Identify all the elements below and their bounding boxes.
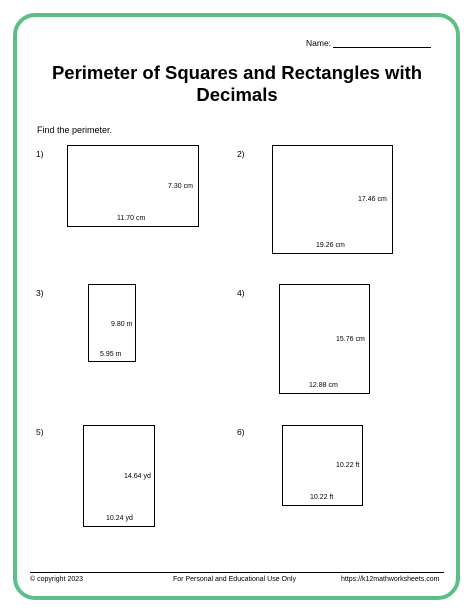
width-label: 10.22 ft <box>310 494 334 501</box>
width-label: 11.70 cm <box>117 215 146 222</box>
title-line-2: Decimals <box>196 84 278 105</box>
height-label: 15.76 cm <box>336 336 365 343</box>
footer-usage: For Personal and Educational Use Only <box>173 576 296 583</box>
page-title <box>30 62 444 106</box>
title-line-1: Perimeter of Squares and Rectangles with <box>51 62 423 83</box>
name-label: Name: <box>306 38 332 48</box>
name-blank[interactable] <box>333 39 431 48</box>
height-label: 14.64 yd <box>124 473 151 480</box>
footer-copyright: © copyright 2023 <box>30 576 84 583</box>
width-label: 5.95 m <box>100 351 122 358</box>
height-label: 10.22 ft <box>336 462 360 469</box>
height-label: 7.30 cm <box>168 183 193 190</box>
problem-number: 3) <box>36 288 44 298</box>
instruction: Find the perimeter. <box>37 125 113 135</box>
footer-divider <box>30 572 444 573</box>
name-field <box>306 38 431 48</box>
height-label: 9.80 m <box>111 321 133 328</box>
width-label: 19.26 cm <box>316 242 345 249</box>
problem-number: 1) <box>36 149 44 159</box>
problem-number: 6) <box>237 427 245 437</box>
problem-number: 5) <box>36 427 44 437</box>
problem-number: 4) <box>237 288 245 298</box>
footer-url[interactable]: https://k12mathworksheets.com <box>341 576 440 583</box>
width-label: 10.24 yd <box>106 515 133 522</box>
width-label: 12.88 cm <box>309 382 338 389</box>
height-label: 17.46 cm <box>358 196 387 203</box>
problem-number: 2) <box>237 149 245 159</box>
